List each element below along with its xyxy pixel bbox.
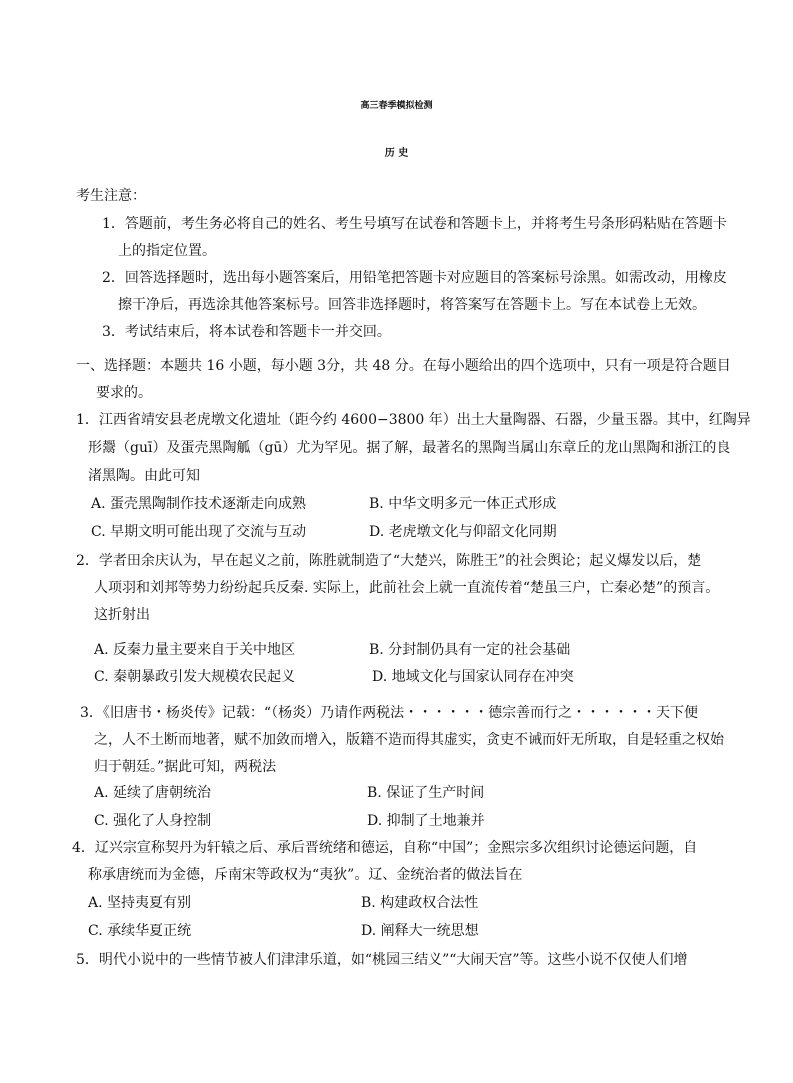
question-3-line-3: 归于朝廷。”据此可知，两税法	[94, 759, 277, 775]
question-3-line-1: 3．《旧唐书・杨炎传》记载：“（杨炎）乃请作两税法・・・・・・德宗善而行之・・・・・・天下便	[80, 705, 699, 721]
question-3-option-d: D. 抑制了土地兼并	[367, 813, 485, 829]
question-3-option-b: B. 保证了生产时间	[367, 785, 485, 801]
question-4-option-b: B. 构建政权合法性	[361, 895, 479, 911]
section-heading-line-2: 要求的。	[96, 385, 152, 401]
question-4-option-a: A. 坚持夷夏有别	[88, 895, 192, 911]
question-4-line-2: 称承唐统而为金德，斥南宋等政权为“夷狄”。辽、金统治者的做法旨在	[88, 867, 523, 883]
notice-item-2-line-2: 擦干净后，再选涂其他答案标号。回答非选择题时，将答案写在答题卡上。写在本试卷上无效。	[118, 297, 706, 313]
question-3-option-c: C. 强化了人身控制	[94, 813, 212, 829]
question-4-line-1: 4．辽兴宗宣称契丹为轩辕之后、承后晋统绪和德运，自称“中国”；金熙宗多次组织讨论德运问题，自	[72, 840, 698, 856]
question-2-line-2: 人项羽和刘邦等势力纷纷起兵反秦. 实际上，此前社会上就一直流传着“楚虽三户，亡秦必楚”的预言。	[94, 580, 720, 596]
question-3-line-2: 之，人不土断而地著，赋不加敛而增入，版籍不造而得其虚实，贪吏不诫而奸无所取，自是轻重之权始	[94, 732, 724, 748]
question-1-option-c: C. 早期文明可能出现了交流与互动	[91, 524, 307, 540]
question-1-option-a: A. 蛋壳黑陶制作技术逐渐走向成熟	[91, 496, 307, 512]
section-heading-line-1: 一、选择题：本题共 16 小题，每小题 3分，共 48 分。在每小题给出的四个选项中，只有一项是符合题目	[76, 358, 731, 374]
question-2-option-a: A. 反秦力量主要来自于关中地区	[94, 642, 296, 658]
question-4-option-d: D. 阐释大一统思想	[361, 923, 479, 939]
question-2-line-1: 2．学者田余庆认为，早在起义之前，陈胜就制造了“大楚兴，陈胜王”的社会舆论；起义爆发以后，楚	[76, 553, 702, 569]
question-4-option-c: C. 承续华夏正统	[88, 923, 192, 939]
question-2-option-b: B. 分封制仍具有一定的社会基础	[369, 642, 571, 658]
question-2-option-d: D. 地域文化与国家认同存在冲突	[372, 669, 574, 685]
exam-subject: 历 史	[384, 148, 409, 159]
question-1-line-1: 1．江西省靖安县老虎墩文化遗址（距今约 4600−3800 年）出土大量陶器、石器，少量玉器。其中，红陶异	[76, 412, 751, 428]
question-1-line-3: 渚黑陶。由此可知	[88, 468, 200, 484]
notice-item-2-line-1: 2．回答选择题时，选出每小题答案后，用铅笔把答题卡对应题目的答案标号涂黑。如需改动，用橡皮	[102, 270, 727, 286]
notice-item-1-line-1: 1．答题前，考生务必将自己的姓名、考生号填写在试卷和答题卡上，并将考生号条形码粘贴在答题卡	[102, 216, 727, 232]
question-1-option-b: B. 中华文明多元一体正式形成	[369, 496, 557, 512]
question-1-line-2: 形鬶（guī）及蛋壳黑陶觚（gū）尤为罕见。据了解，最著名的黑陶当属山东章丘的龙山黑陶和浙江的良	[88, 440, 731, 456]
notice-item-1-line-2: 上的指定位置。	[118, 243, 216, 259]
question-2-line-3: 这折射出	[94, 607, 150, 623]
question-2-option-c: C. 秦朝暴政引发大规模农民起义	[94, 669, 296, 685]
question-5-line-1: 5．明代小说中的一些情节被人们津津乐道，如“桃园三结义”“大闹天宫”等。这些小说不仅使人们增	[76, 952, 688, 968]
exam-title: 高三春季模拟检测	[360, 101, 433, 111]
notice-heading: 考生注意：	[76, 188, 146, 204]
question-1-option-d: D. 老虎墩文化与仰韶文化同期	[369, 524, 557, 540]
question-3-option-a: A. 延续了唐朝统治	[94, 785, 212, 801]
notice-item-3: 3．考试结束后，将本试卷和答题卡一并交回。	[102, 324, 391, 340]
